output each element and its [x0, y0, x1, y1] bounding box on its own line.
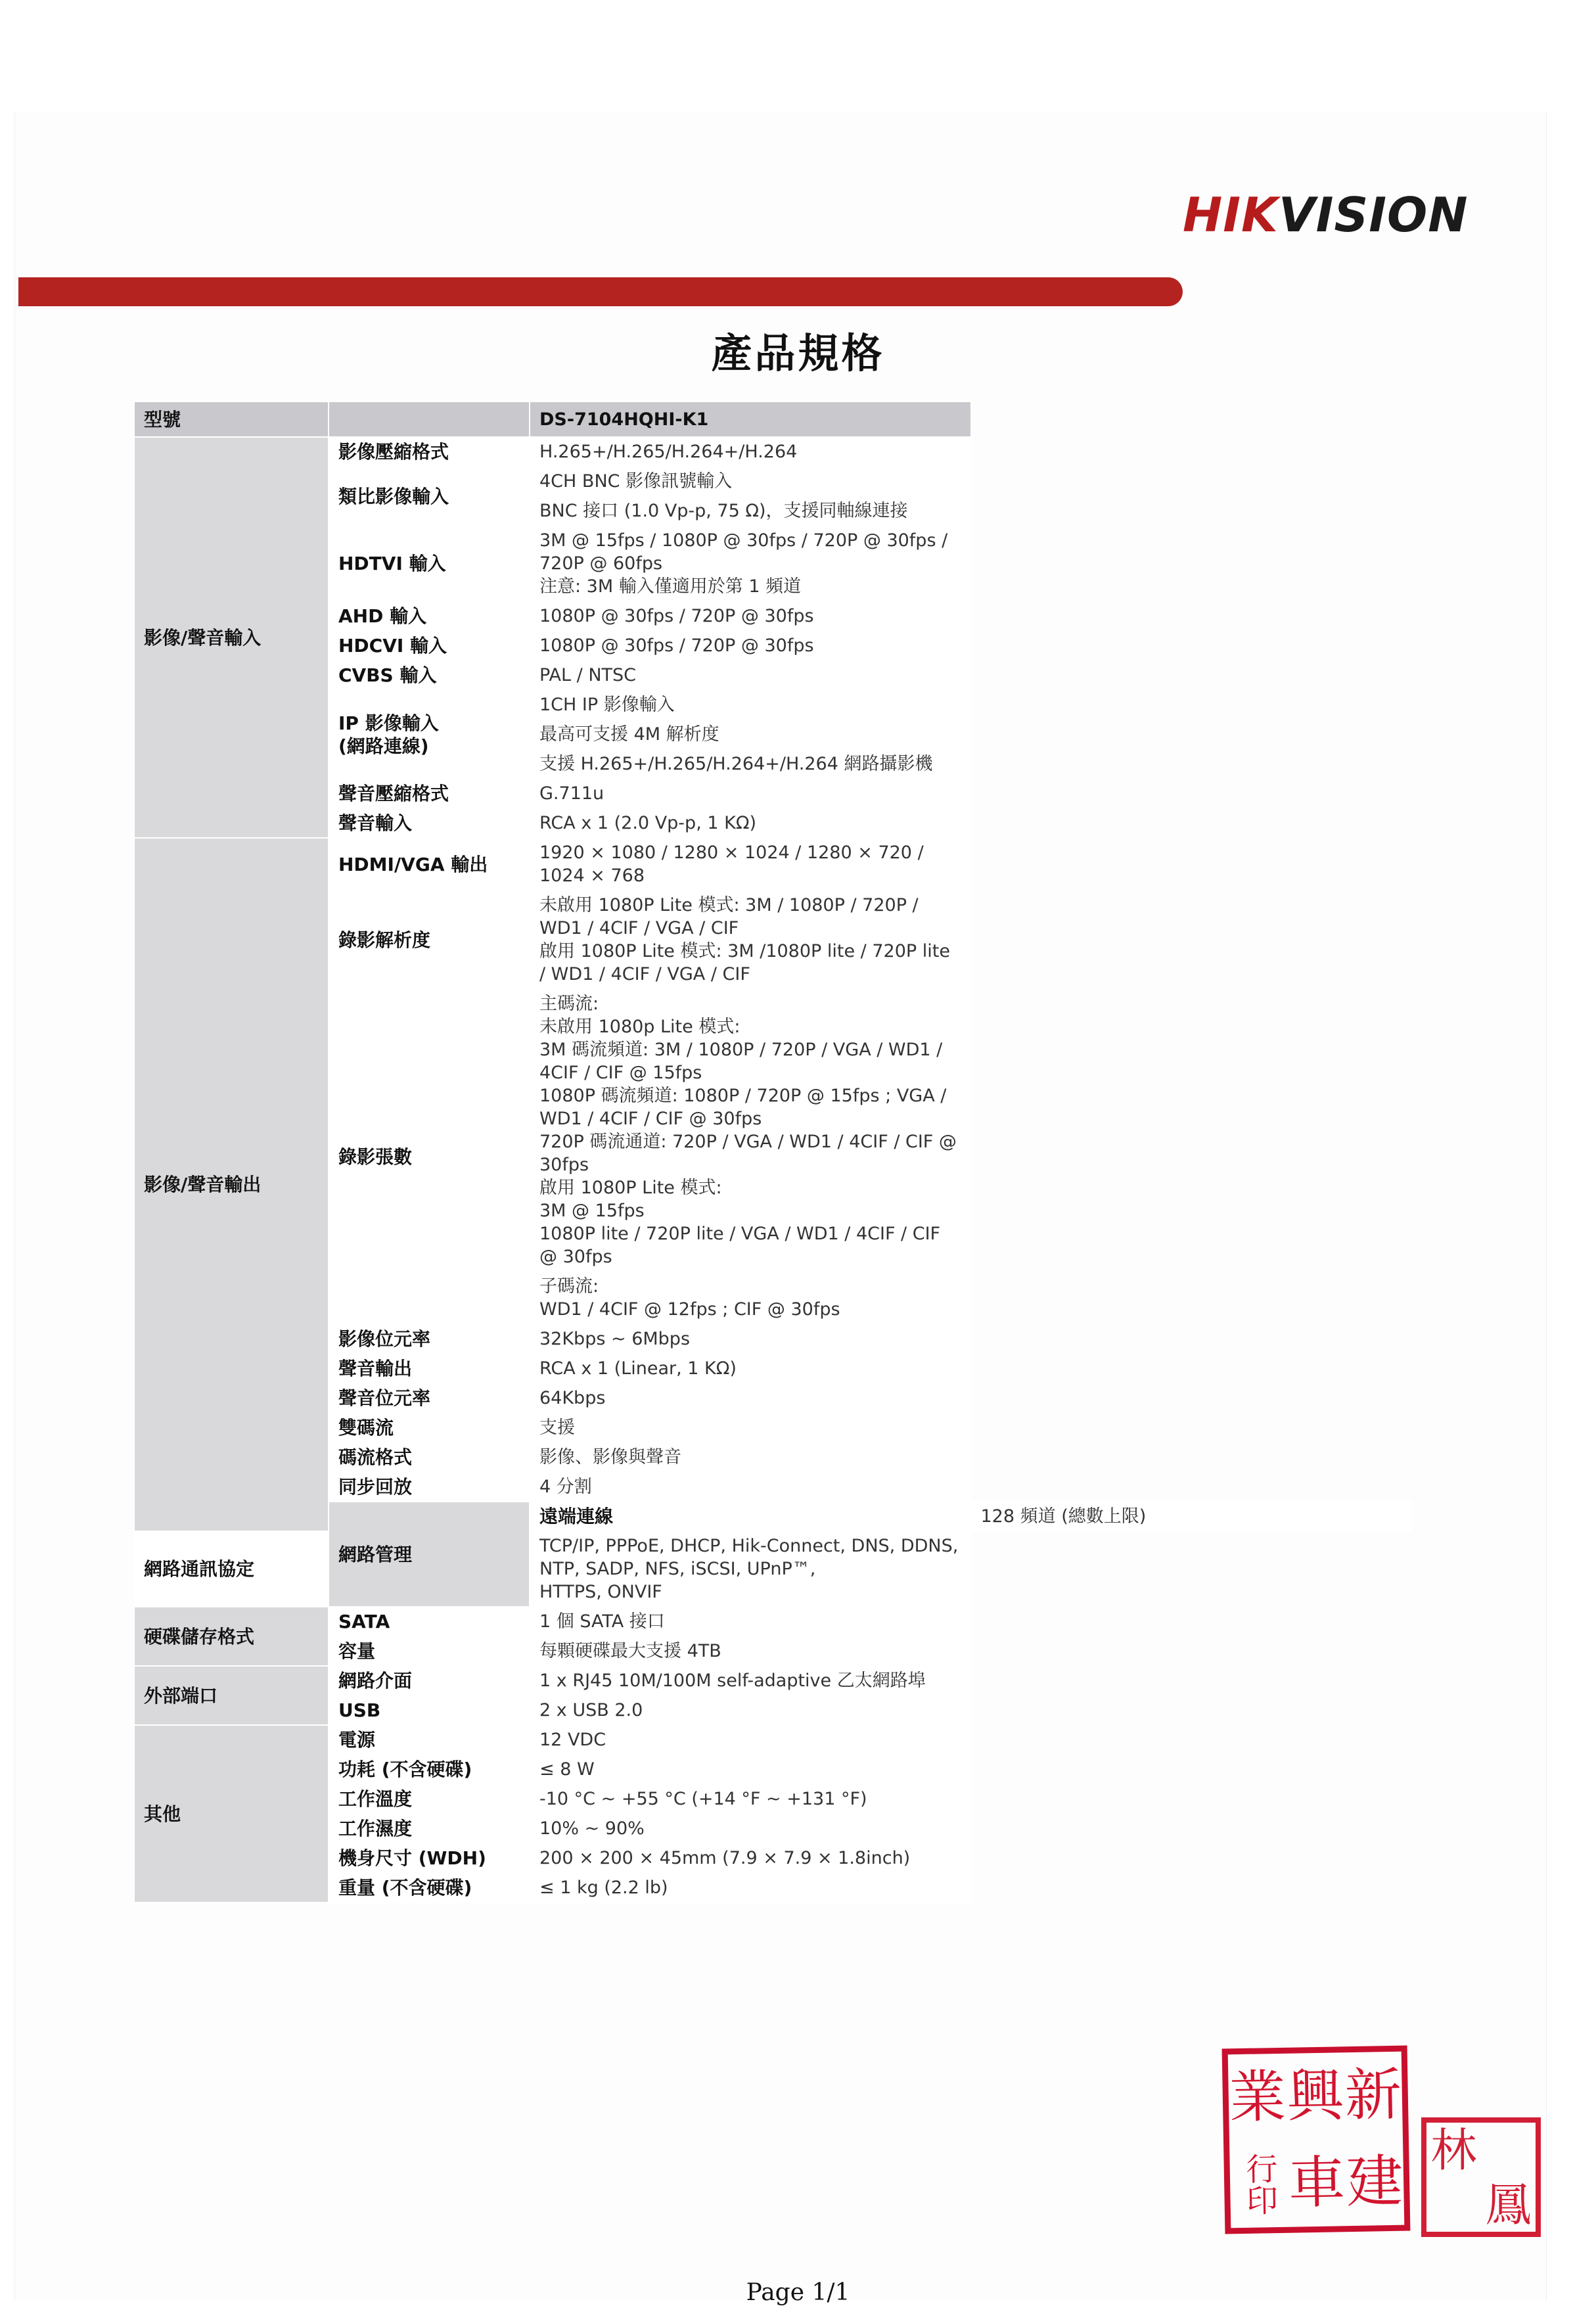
- category-cell: 網路管理: [329, 1502, 530, 1607]
- table-row: [134, 1607, 1412, 1636]
- spec-value-cell: ≤ 8 W: [530, 1755, 971, 1784]
- spec-item-cell: 雙碼流: [329, 1413, 530, 1442]
- spec-value-cell: 12 VDC: [530, 1725, 971, 1755]
- table-row: [134, 838, 1412, 890]
- spec-value-cell: 32Kbps ~ 6Mbps: [530, 1324, 971, 1354]
- seal-char: 車: [1288, 2150, 1346, 2217]
- spec-item-cell: 錄影張數: [329, 989, 530, 1324]
- spec-value-cell: 200 × 200 × 45mm (7.9 × 7.9 × 1.8inch): [530, 1843, 971, 1873]
- spec-value-cell: 10% ~ 90%: [530, 1814, 971, 1843]
- spec-item-cell: CVBS 輸入: [329, 660, 530, 690]
- spec-value-cell: 1080P @ 30fps / 720P @ 30fps: [530, 601, 971, 631]
- spec-value-cell: 未啟用 1080P Lite 模式: 3M / 1080P / 720P / WD1 / 4CIF / VGA / CIF 啟用 1080P Lite 模式: 3M /1080P lite / 720P lite / WD1 / 4CIF / VGA / CIF: [530, 890, 971, 989]
- spec-item-cell: USB: [329, 1695, 530, 1725]
- spec-value-cell: H.265+/H.265/H.264+/H.264: [530, 437, 971, 467]
- spec-item-cell: 聲音位元率: [329, 1383, 530, 1413]
- spec-value-cell: 1920 × 1080 / 1280 × 1024 / 1280 × 720 / 1024 × 768: [530, 838, 971, 890]
- spec-value-cell: TCP/IP, PPPoE, DHCP, Hik-Connect, DNS, DDNS, NTP, SADP, NFS, iSCSI, UPnP™, HTTPS, ONVIF: [530, 1531, 971, 1607]
- spec-item-cell: HDTVI 輸入: [329, 526, 530, 601]
- spec-item-cell: HDCVI 輸入: [329, 631, 530, 660]
- spec-item-cell: 機身尺寸 (WDH): [329, 1843, 530, 1873]
- spec-value-cell: 2 x USB 2.0: [530, 1695, 971, 1725]
- seal-char: [1481, 2123, 1536, 2177]
- spec-item-cell: 遠端連線: [530, 1502, 971, 1531]
- spec-item-cell: 聲音輸入: [329, 808, 530, 838]
- spec-value-cell: BNC 接口 (1.0 Vp-p, 75 Ω)，支援同軸線連接: [530, 496, 971, 526]
- spec-value-cell: ≤ 1 kg (2.2 lb): [530, 1873, 971, 1902]
- spec-value-cell: 1CH IP 影像輸入: [530, 690, 971, 720]
- spec-value-cell: G.711u: [530, 779, 971, 808]
- spec-value-cell: 子碼流: WD1 / 4CIF @ 12fps ; CIF @ 30fps: [530, 1272, 971, 1324]
- table-row: [134, 1531, 1412, 1607]
- seal-char: 建: [1346, 2148, 1404, 2216]
- spec-item-cell: 網路介面: [329, 1666, 530, 1695]
- seal-char: 新: [1344, 2062, 1402, 2129]
- spec-value-cell: 每顆硬碟最大支援 4TB: [530, 1636, 971, 1666]
- spec-item-cell: 重量 (不含硬碟): [329, 1873, 530, 1902]
- table-header-row: [134, 402, 1412, 437]
- seal-char: 業: [1228, 2064, 1287, 2131]
- model-value: DS-7104HQHI-K1: [530, 402, 971, 437]
- category-cell: 外部端口: [134, 1666, 329, 1725]
- spec-value-cell: 3M @ 15fps / 1080P @ 30fps / 720P @ 30fps / 720P @ 60fps 注意: 3M 輸入僅適用於第 1 頻道: [530, 526, 971, 601]
- spec-value-cell: RCA x 1 (2.0 Vp-p, 1 KΩ): [530, 808, 971, 838]
- spec-item-cell: HDMI/VGA 輸出: [329, 838, 530, 890]
- spec-value-cell: 支援 H.265+/H.265/H.264+/H.264 網路攝影機: [530, 749, 971, 779]
- spec-item-cell: 錄影解析度: [329, 890, 530, 989]
- spec-value-cell: RCA x 1 (Linear, 1 KΩ): [530, 1354, 971, 1383]
- spec-item-cell: 同步回放: [329, 1472, 530, 1502]
- spec-value-cell: PAL / NTSC: [530, 660, 971, 690]
- category-cell: 影像/聲音輸出: [134, 838, 329, 1531]
- spec-value-cell: 主碼流: 未啟用 1080p Lite 模式: 3M 碼流頻道: 3M / 1080P / 720P / VGA / WD1 / 4CIF / CIF @ 15fps 1080P 碼流頻道: 1080P / 720P @ 15fps ; VGA / WD1 / 4CIF / CIF @ 30fps 720P 碼流通道: 720P / VGA / WD1 / 4CIF / CIF @ 30fps 啟用 1080P Lite 模式: 3M @ 15fps 1080P lite / 720P lite / VGA / WD1 / 4CIF / CIF @ 30fps: [530, 989, 971, 1272]
- spec-value-cell: 影像、影像與聲音: [530, 1442, 971, 1472]
- spec-item-cell: IP 影像輸入 (網路連線): [329, 690, 530, 779]
- model-spacer: [329, 402, 530, 437]
- spec-item-cell: 碼流格式: [329, 1442, 530, 1472]
- spec-value-cell: 4 分割: [530, 1472, 971, 1502]
- page-footer: Page 1/1: [746, 2279, 850, 2306]
- seal-char: [1426, 2177, 1481, 2232]
- table-row: [134, 1725, 1412, 1755]
- spec-value-cell: 1 個 SATA 接口: [530, 1607, 971, 1636]
- spec-item-cell: 類比影像輸入: [329, 467, 530, 526]
- spec-item-cell: 影像位元率: [329, 1324, 530, 1354]
- spec-item-cell: 聲音壓縮格式: [329, 779, 530, 808]
- spec-item-cell: 工作濕度: [329, 1814, 530, 1843]
- personal-seal-stamp: [1421, 2117, 1541, 2237]
- spec-value-cell: 1 x RJ45 10M/100M self-adaptive 乙太網路埠: [530, 1666, 971, 1695]
- table-row: [134, 437, 1412, 467]
- table-row: [134, 1666, 1412, 1695]
- spec-value-cell: 支援: [530, 1413, 971, 1442]
- spec-value-cell: 128 頻道 (總數上限): [971, 1502, 1413, 1531]
- category-cell: 其他: [134, 1725, 329, 1902]
- seal-char: 鳳: [1485, 2177, 1532, 2232]
- spec-value-cell: 4CH BNC 影像訊號輸入: [530, 467, 971, 496]
- category-cell: 硬碟儲存格式: [134, 1607, 329, 1666]
- logo-part-hik: HIK: [1183, 187, 1279, 242]
- spec-value-cell: 最高可支援 4M 解析度: [530, 720, 971, 749]
- spec-item-cell: SATA: [329, 1607, 530, 1636]
- header-red-bar: [18, 277, 1183, 306]
- spec-item-cell: AHD 輸入: [329, 601, 530, 631]
- page-title: 產品規格: [711, 329, 885, 377]
- spec-value-cell: 64Kbps: [530, 1383, 971, 1413]
- spec-item-cell: 網路通訊協定: [134, 1531, 329, 1607]
- spec-table: [133, 401, 1413, 1903]
- spec-item-cell: 容量: [329, 1636, 530, 1666]
- category-cell: 影像/聲音輸入: [134, 437, 329, 838]
- seal-char: 行印: [1240, 2152, 1278, 2217]
- spec-item-cell: 影像壓縮格式: [329, 437, 530, 467]
- spec-value-cell: -10 °C ~ +55 °C (+14 °F ~ +131 °F): [530, 1784, 971, 1814]
- logo-part-vision: VISION: [1278, 187, 1469, 242]
- hikvision-logo: [1183, 185, 1469, 244]
- spec-item-cell: 功耗 (不含硬碟): [329, 1755, 530, 1784]
- spec-value-cell: 1080P @ 30fps / 720P @ 30fps: [530, 631, 971, 660]
- seal-char: 林: [1430, 2123, 1477, 2177]
- spec-item-cell: 聲音輸出: [329, 1354, 530, 1383]
- seal-char: 興: [1286, 2063, 1344, 2130]
- spec-item-cell: 電源: [329, 1725, 530, 1755]
- spec-item-cell: 工作溫度: [329, 1784, 530, 1814]
- model-label: 型號: [134, 402, 329, 437]
- company-seal-stamp: [1222, 2046, 1411, 2234]
